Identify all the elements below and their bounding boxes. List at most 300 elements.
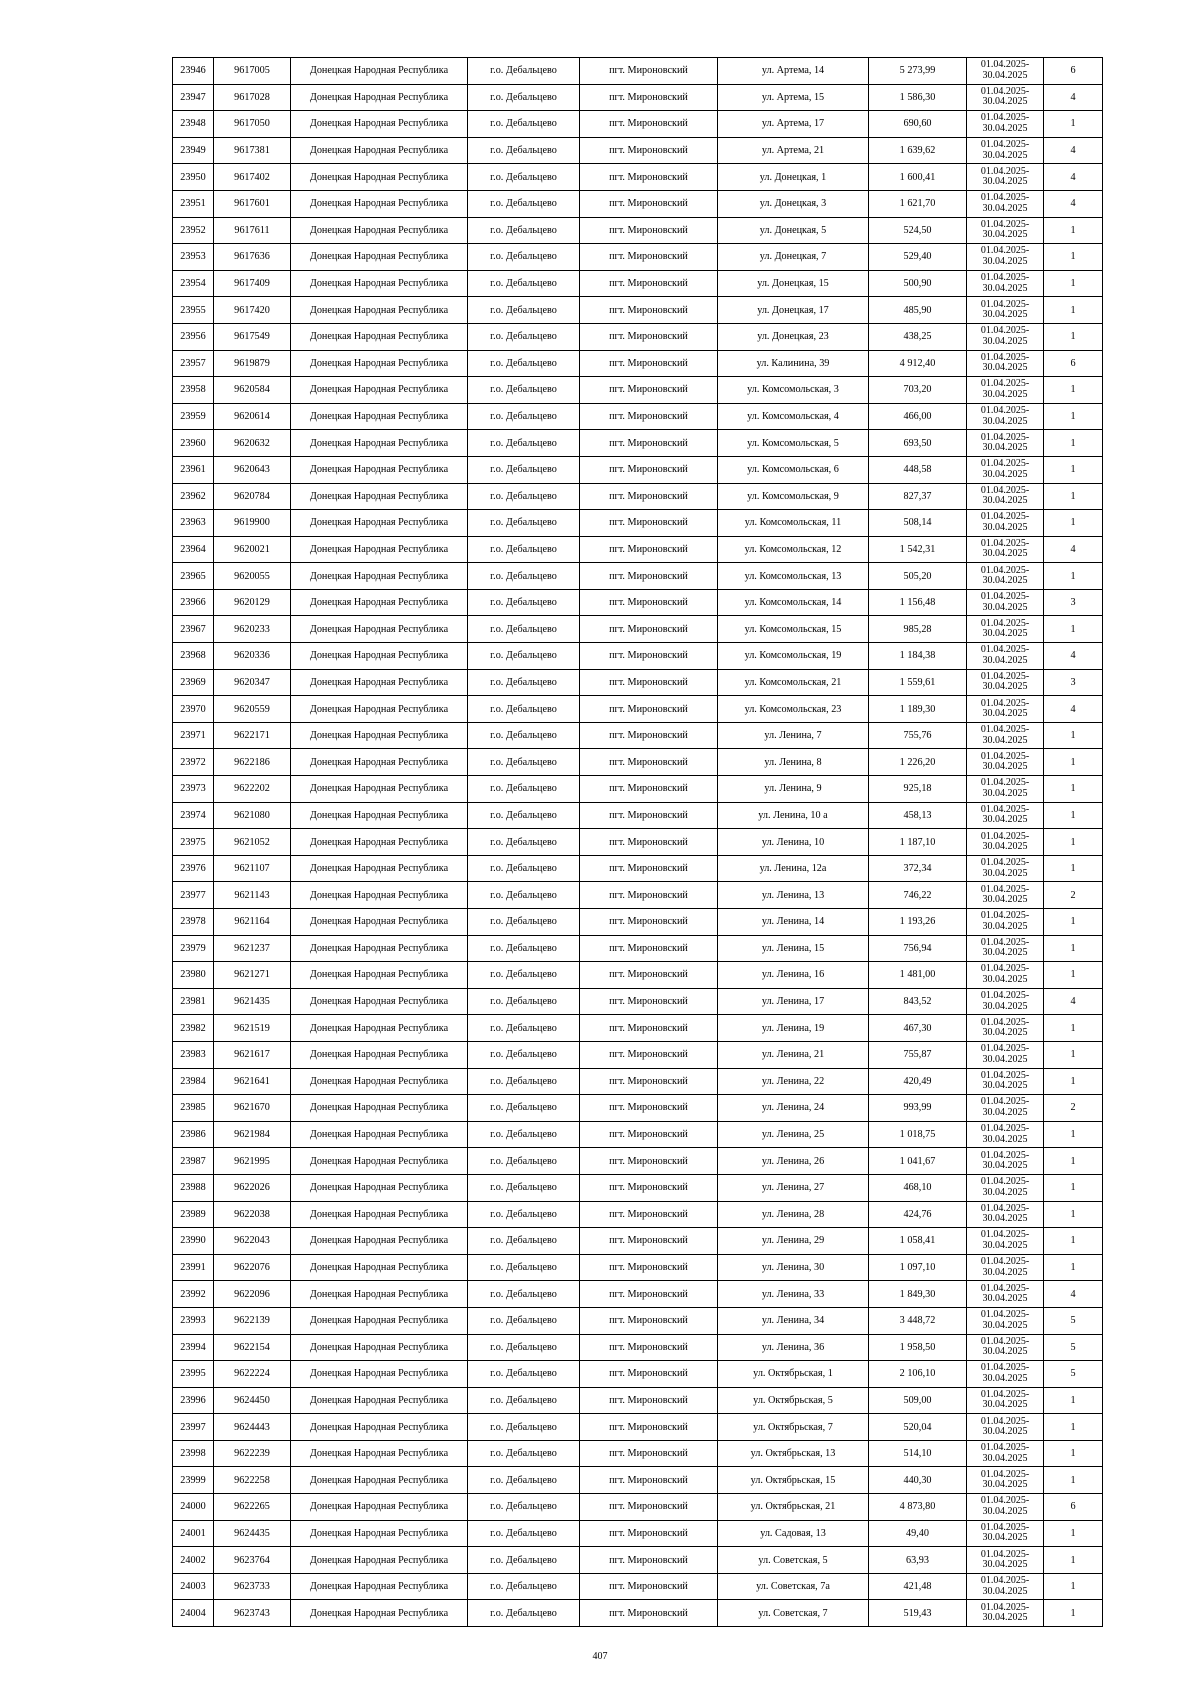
table-row bbox=[173, 1148, 1103, 1175]
cell-no: 23963 bbox=[173, 510, 214, 537]
cell-district: г.о. Дебальцево bbox=[468, 696, 580, 723]
cell-code: 9617601 bbox=[214, 190, 291, 217]
cell-code: 9620055 bbox=[214, 563, 291, 590]
table-row bbox=[173, 1121, 1103, 1148]
cell-no: 23999 bbox=[173, 1467, 214, 1494]
cell-period: 01.04.2025- 30.04.2025 bbox=[967, 1307, 1044, 1334]
cell-settlement: пгт. Мироновский bbox=[580, 1041, 718, 1068]
cell-address: ул. Октябрьская, 21 bbox=[718, 1494, 869, 1521]
cell-settlement: пгт. Мироновский bbox=[580, 1307, 718, 1334]
cell-count: 1 bbox=[1044, 1041, 1103, 1068]
cell-amount: 843,52 bbox=[869, 988, 967, 1015]
cell-code: 9619879 bbox=[214, 350, 291, 377]
cell-count: 5 bbox=[1044, 1361, 1103, 1388]
cell-count: 1 bbox=[1044, 722, 1103, 749]
cell-district: г.о. Дебальцево bbox=[468, 1387, 580, 1414]
cell-no: 24001 bbox=[173, 1520, 214, 1547]
cell-region: Донецкая Народная Республика bbox=[291, 1254, 468, 1281]
cell-region: Донецкая Народная Республика bbox=[291, 483, 468, 510]
cell-settlement: пгт. Мироновский bbox=[580, 217, 718, 244]
cell-amount: 509,00 bbox=[869, 1387, 967, 1414]
table-row bbox=[173, 909, 1103, 936]
cell-settlement: пгт. Мироновский bbox=[580, 1334, 718, 1361]
cell-count: 3 bbox=[1044, 589, 1103, 616]
table-row bbox=[173, 84, 1103, 111]
cell-count: 1 bbox=[1044, 962, 1103, 989]
cell-amount: 1 481,00 bbox=[869, 962, 967, 989]
cell-district: г.о. Дебальцево bbox=[468, 1520, 580, 1547]
cell-code: 9620233 bbox=[214, 616, 291, 643]
cell-no: 23946 bbox=[173, 58, 214, 85]
cell-period: 01.04.2025- 30.04.2025 bbox=[967, 829, 1044, 856]
cell-address: ул. Ленина, 14 bbox=[718, 909, 869, 936]
table-row bbox=[173, 1334, 1103, 1361]
cell-district: г.о. Дебальцево bbox=[468, 58, 580, 85]
cell-district: г.о. Дебальцево bbox=[468, 589, 580, 616]
cell-region: Донецкая Народная Республика bbox=[291, 988, 468, 1015]
cell-no: 23997 bbox=[173, 1414, 214, 1441]
cell-count: 1 bbox=[1044, 377, 1103, 404]
cell-region: Донецкая Народная Республика bbox=[291, 1547, 468, 1574]
cell-region: Донецкая Народная Республика bbox=[291, 111, 468, 138]
table-row bbox=[173, 776, 1103, 803]
cell-period: 01.04.2025- 30.04.2025 bbox=[967, 456, 1044, 483]
cell-address: ул. Ленина, 24 bbox=[718, 1095, 869, 1122]
cell-region: Донецкая Народная Республика bbox=[291, 802, 468, 829]
cell-amount: 755,76 bbox=[869, 722, 967, 749]
cell-period: 01.04.2025- 30.04.2025 bbox=[967, 270, 1044, 297]
cell-period: 01.04.2025- 30.04.2025 bbox=[967, 1494, 1044, 1521]
cell-settlement: пгт. Мироновский bbox=[580, 456, 718, 483]
cell-period: 01.04.2025- 30.04.2025 bbox=[967, 190, 1044, 217]
cell-amount: 63,93 bbox=[869, 1547, 967, 1574]
cell-address: ул. Комсомольская, 15 bbox=[718, 616, 869, 643]
cell-address: ул. Советская, 7а bbox=[718, 1573, 869, 1600]
registry-table bbox=[172, 57, 1103, 1627]
cell-address: ул. Донецкая, 15 bbox=[718, 270, 869, 297]
cell-address: ул. Октябрьская, 1 bbox=[718, 1361, 869, 1388]
table-row bbox=[173, 616, 1103, 643]
cell-district: г.о. Дебальцево bbox=[468, 190, 580, 217]
cell-address: ул. Советская, 5 bbox=[718, 1547, 869, 1574]
cell-settlement: пгт. Мироновский bbox=[580, 722, 718, 749]
cell-period: 01.04.2025- 30.04.2025 bbox=[967, 1547, 1044, 1574]
cell-no: 23986 bbox=[173, 1121, 214, 1148]
table-row bbox=[173, 988, 1103, 1015]
cell-address: ул. Ленина, 12а bbox=[718, 855, 869, 882]
table-row bbox=[173, 1414, 1103, 1441]
cell-district: г.о. Дебальцево bbox=[468, 137, 580, 164]
cell-no: 23994 bbox=[173, 1334, 214, 1361]
cell-amount: 827,37 bbox=[869, 483, 967, 510]
cell-address: ул. Комсомольская, 9 bbox=[718, 483, 869, 510]
cell-region: Донецкая Народная Республика bbox=[291, 909, 468, 936]
cell-period: 01.04.2025- 30.04.2025 bbox=[967, 350, 1044, 377]
cell-count: 4 bbox=[1044, 190, 1103, 217]
cell-settlement: пгт. Мироновский bbox=[580, 1121, 718, 1148]
cell-code: 9621995 bbox=[214, 1148, 291, 1175]
table-row bbox=[173, 1361, 1103, 1388]
cell-address: ул. Ленина, 9 bbox=[718, 776, 869, 803]
cell-no: 23981 bbox=[173, 988, 214, 1015]
cell-region: Донецкая Народная Республика bbox=[291, 696, 468, 723]
table-row bbox=[173, 1201, 1103, 1228]
cell-district: г.о. Дебальцево bbox=[468, 1414, 580, 1441]
cell-region: Донецкая Народная Республика bbox=[291, 589, 468, 616]
cell-district: г.о. Дебальцево bbox=[468, 111, 580, 138]
cell-region: Донецкая Народная Республика bbox=[291, 669, 468, 696]
cell-address: ул. Ленина, 33 bbox=[718, 1281, 869, 1308]
cell-region: Донецкая Народная Республика bbox=[291, 270, 468, 297]
cell-code: 9617420 bbox=[214, 297, 291, 324]
table-row bbox=[173, 962, 1103, 989]
cell-no: 23953 bbox=[173, 244, 214, 271]
cell-district: г.о. Дебальцево bbox=[468, 802, 580, 829]
cell-amount: 1 600,41 bbox=[869, 164, 967, 191]
cell-count: 2 bbox=[1044, 1095, 1103, 1122]
cell-code: 9622224 bbox=[214, 1361, 291, 1388]
cell-district: г.о. Дебальцево bbox=[468, 909, 580, 936]
cell-count: 1 bbox=[1044, 1414, 1103, 1441]
cell-region: Донецкая Народная Республика bbox=[291, 1148, 468, 1175]
cell-count: 1 bbox=[1044, 749, 1103, 776]
table-row bbox=[173, 669, 1103, 696]
cell-settlement: пгт. Мироновский bbox=[580, 244, 718, 271]
cell-district: г.о. Дебальцево bbox=[468, 722, 580, 749]
cell-period: 01.04.2025- 30.04.2025 bbox=[967, 323, 1044, 350]
cell-count: 1 bbox=[1044, 1121, 1103, 1148]
cell-amount: 1 226,20 bbox=[869, 749, 967, 776]
cell-amount: 1 187,10 bbox=[869, 829, 967, 856]
cell-settlement: пгт. Мироновский bbox=[580, 696, 718, 723]
cell-address: ул. Ленина, 8 bbox=[718, 749, 869, 776]
cell-settlement: пгт. Мироновский bbox=[580, 749, 718, 776]
table-row bbox=[173, 722, 1103, 749]
cell-region: Донецкая Народная Республика bbox=[291, 722, 468, 749]
cell-address: ул. Ленина, 10 а bbox=[718, 802, 869, 829]
cell-count: 4 bbox=[1044, 1281, 1103, 1308]
cell-code: 9620584 bbox=[214, 377, 291, 404]
cell-address: ул. Донецкая, 23 bbox=[718, 323, 869, 350]
cell-address: ул. Советская, 7 bbox=[718, 1600, 869, 1627]
cell-no: 23956 bbox=[173, 323, 214, 350]
cell-address: ул. Донецкая, 1 bbox=[718, 164, 869, 191]
cell-district: г.о. Дебальцево bbox=[468, 403, 580, 430]
table-row bbox=[173, 749, 1103, 776]
cell-address: ул. Комсомольская, 11 bbox=[718, 510, 869, 537]
cell-count: 5 bbox=[1044, 1307, 1103, 1334]
cell-amount: 746,22 bbox=[869, 882, 967, 909]
cell-amount: 49,40 bbox=[869, 1520, 967, 1547]
cell-count: 1 bbox=[1044, 1440, 1103, 1467]
cell-region: Донецкая Народная Республика bbox=[291, 244, 468, 271]
cell-no: 23958 bbox=[173, 377, 214, 404]
cell-address: ул. Ленина, 34 bbox=[718, 1307, 869, 1334]
cell-period: 01.04.2025- 30.04.2025 bbox=[967, 1467, 1044, 1494]
cell-settlement: пгт. Мироновский bbox=[580, 1361, 718, 1388]
cell-settlement: пгт. Мироновский bbox=[580, 563, 718, 590]
cell-address: ул. Ленина, 30 bbox=[718, 1254, 869, 1281]
cell-region: Донецкая Народная Республика bbox=[291, 935, 468, 962]
cell-address: ул. Садовая, 13 bbox=[718, 1520, 869, 1547]
cell-settlement: пгт. Мироновский bbox=[580, 350, 718, 377]
cell-settlement: пгт. Мироновский bbox=[580, 323, 718, 350]
cell-period: 01.04.2025- 30.04.2025 bbox=[967, 1254, 1044, 1281]
cell-district: г.о. Дебальцево bbox=[468, 669, 580, 696]
table-row bbox=[173, 217, 1103, 244]
table-row bbox=[173, 244, 1103, 271]
cell-count: 3 bbox=[1044, 669, 1103, 696]
cell-code: 9620784 bbox=[214, 483, 291, 510]
cell-count: 4 bbox=[1044, 137, 1103, 164]
cell-address: ул. Артема, 15 bbox=[718, 84, 869, 111]
table-row bbox=[173, 270, 1103, 297]
cell-region: Донецкая Народная Республика bbox=[291, 1414, 468, 1441]
cell-settlement: пгт. Мироновский bbox=[580, 1254, 718, 1281]
cell-code: 9617005 bbox=[214, 58, 291, 85]
cell-code: 9622096 bbox=[214, 1281, 291, 1308]
cell-address: ул. Ленина, 28 bbox=[718, 1201, 869, 1228]
cell-region: Донецкая Народная Республика bbox=[291, 563, 468, 590]
cell-amount: 467,30 bbox=[869, 1015, 967, 1042]
cell-region: Донецкая Народная Республика bbox=[291, 1095, 468, 1122]
cell-count: 1 bbox=[1044, 1174, 1103, 1201]
cell-district: г.о. Дебальцево bbox=[468, 563, 580, 590]
cell-address: ул. Ленина, 15 bbox=[718, 935, 869, 962]
cell-count: 2 bbox=[1044, 882, 1103, 909]
cell-code: 9622239 bbox=[214, 1440, 291, 1467]
cell-settlement: пгт. Мироновский bbox=[580, 430, 718, 457]
cell-count: 6 bbox=[1044, 350, 1103, 377]
cell-amount: 1 586,30 bbox=[869, 84, 967, 111]
cell-period: 01.04.2025- 30.04.2025 bbox=[967, 749, 1044, 776]
cell-district: г.о. Дебальцево bbox=[468, 1547, 580, 1574]
cell-amount: 1 189,30 bbox=[869, 696, 967, 723]
cell-code: 9622038 bbox=[214, 1201, 291, 1228]
cell-address: ул. Комсомольская, 6 bbox=[718, 456, 869, 483]
cell-count: 1 bbox=[1044, 1547, 1103, 1574]
table-row bbox=[173, 297, 1103, 324]
cell-settlement: пгт. Мироновский bbox=[580, 962, 718, 989]
cell-address: ул. Октябрьская, 7 bbox=[718, 1414, 869, 1441]
cell-no: 23984 bbox=[173, 1068, 214, 1095]
cell-period: 01.04.2025- 30.04.2025 bbox=[967, 988, 1044, 1015]
cell-region: Донецкая Народная Республика bbox=[291, 1334, 468, 1361]
cell-region: Донецкая Народная Республика bbox=[291, 749, 468, 776]
cell-region: Донецкая Народная Республика bbox=[291, 84, 468, 111]
cell-address: ул. Комсомольская, 14 bbox=[718, 589, 869, 616]
cell-district: г.о. Дебальцево bbox=[468, 829, 580, 856]
cell-settlement: пгт. Мироновский bbox=[580, 909, 718, 936]
cell-settlement: пгт. Мироновский bbox=[580, 84, 718, 111]
cell-count: 1 bbox=[1044, 1520, 1103, 1547]
cell-no: 23980 bbox=[173, 962, 214, 989]
cell-address: ул. Ленина, 26 bbox=[718, 1148, 869, 1175]
cell-count: 1 bbox=[1044, 563, 1103, 590]
cell-count: 4 bbox=[1044, 84, 1103, 111]
cell-region: Донецкая Народная Республика bbox=[291, 1573, 468, 1600]
cell-period: 01.04.2025- 30.04.2025 bbox=[967, 589, 1044, 616]
table-row bbox=[173, 935, 1103, 962]
cell-no: 23948 bbox=[173, 111, 214, 138]
cell-region: Донецкая Народная Республика bbox=[291, 297, 468, 324]
cell-district: г.о. Дебальцево bbox=[468, 536, 580, 563]
cell-no: 23982 bbox=[173, 1015, 214, 1042]
cell-no: 23962 bbox=[173, 483, 214, 510]
cell-count: 1 bbox=[1044, 1467, 1103, 1494]
cell-district: г.о. Дебальцево bbox=[468, 456, 580, 483]
cell-no: 23971 bbox=[173, 722, 214, 749]
cell-district: г.о. Дебальцево bbox=[468, 1148, 580, 1175]
cell-region: Донецкая Народная Республика bbox=[291, 1307, 468, 1334]
table-row bbox=[173, 1281, 1103, 1308]
cell-settlement: пгт. Мироновский bbox=[580, 164, 718, 191]
cell-count: 1 bbox=[1044, 483, 1103, 510]
cell-region: Донецкая Народная Республика bbox=[291, 962, 468, 989]
cell-no: 24004 bbox=[173, 1600, 214, 1627]
table-row bbox=[173, 829, 1103, 856]
cell-region: Донецкая Народная Республика bbox=[291, 1041, 468, 1068]
cell-address: ул. Ленина, 27 bbox=[718, 1174, 869, 1201]
cell-code: 9617409 bbox=[214, 270, 291, 297]
cell-district: г.о. Дебальцево bbox=[468, 855, 580, 882]
cell-period: 01.04.2025- 30.04.2025 bbox=[967, 111, 1044, 138]
cell-period: 01.04.2025- 30.04.2025 bbox=[967, 1440, 1044, 1467]
cell-settlement: пгт. Мироновский bbox=[580, 377, 718, 404]
cell-address: ул. Ленина, 16 bbox=[718, 962, 869, 989]
cell-no: 23985 bbox=[173, 1095, 214, 1122]
table-row bbox=[173, 1520, 1103, 1547]
cell-amount: 500,90 bbox=[869, 270, 967, 297]
cell-region: Донецкая Народная Республика bbox=[291, 776, 468, 803]
cell-period: 01.04.2025- 30.04.2025 bbox=[967, 563, 1044, 590]
cell-amount: 514,10 bbox=[869, 1440, 967, 1467]
cell-district: г.о. Дебальцево bbox=[468, 616, 580, 643]
cell-code: 9617381 bbox=[214, 137, 291, 164]
cell-period: 01.04.2025- 30.04.2025 bbox=[967, 1361, 1044, 1388]
cell-amount: 1 058,41 bbox=[869, 1228, 967, 1255]
cell-amount: 690,60 bbox=[869, 111, 967, 138]
cell-code: 9617050 bbox=[214, 111, 291, 138]
cell-period: 01.04.2025- 30.04.2025 bbox=[967, 1520, 1044, 1547]
cell-district: г.о. Дебальцево bbox=[468, 1041, 580, 1068]
cell-period: 01.04.2025- 30.04.2025 bbox=[967, 403, 1044, 430]
cell-no: 23977 bbox=[173, 882, 214, 909]
cell-region: Донецкая Народная Республика bbox=[291, 1015, 468, 1042]
cell-settlement: пгт. Мироновский bbox=[580, 403, 718, 430]
cell-district: г.о. Дебальцево bbox=[468, 483, 580, 510]
cell-settlement: пгт. Мироновский bbox=[580, 1600, 718, 1627]
cell-amount: 438,25 bbox=[869, 323, 967, 350]
cell-district: г.о. Дебальцево bbox=[468, 510, 580, 537]
cell-amount: 2 106,10 bbox=[869, 1361, 967, 1388]
cell-period: 01.04.2025- 30.04.2025 bbox=[967, 377, 1044, 404]
table-body bbox=[173, 58, 1103, 1627]
cell-region: Донецкая Народная Республика bbox=[291, 1228, 468, 1255]
cell-amount: 508,14 bbox=[869, 510, 967, 537]
cell-code: 9620559 bbox=[214, 696, 291, 723]
cell-district: г.о. Дебальцево bbox=[468, 1494, 580, 1521]
cell-address: ул. Комсомольская, 5 bbox=[718, 430, 869, 457]
cell-settlement: пгт. Мироновский bbox=[580, 1281, 718, 1308]
cell-code: 9617028 bbox=[214, 84, 291, 111]
cell-count: 1 bbox=[1044, 270, 1103, 297]
cell-no: 23947 bbox=[173, 84, 214, 111]
cell-address: ул. Ленина, 36 bbox=[718, 1334, 869, 1361]
cell-amount: 372,34 bbox=[869, 855, 967, 882]
cell-address: ул. Ленина, 7 bbox=[718, 722, 869, 749]
cell-count: 1 bbox=[1044, 1228, 1103, 1255]
cell-count: 1 bbox=[1044, 456, 1103, 483]
cell-address: ул. Октябрьская, 5 bbox=[718, 1387, 869, 1414]
cell-settlement: пгт. Мироновский bbox=[580, 616, 718, 643]
cell-period: 01.04.2025- 30.04.2025 bbox=[967, 164, 1044, 191]
cell-amount: 693,50 bbox=[869, 430, 967, 457]
cell-amount: 520,04 bbox=[869, 1414, 967, 1441]
cell-period: 01.04.2025- 30.04.2025 bbox=[967, 643, 1044, 670]
cell-district: г.о. Дебальцево bbox=[468, 84, 580, 111]
cell-district: г.о. Дебальцево bbox=[468, 323, 580, 350]
cell-count: 1 bbox=[1044, 802, 1103, 829]
cell-count: 1 bbox=[1044, 111, 1103, 138]
cell-settlement: пгт. Мироновский bbox=[580, 1068, 718, 1095]
cell-settlement: пгт. Мироновский bbox=[580, 882, 718, 909]
cell-address: ул. Ленина, 17 bbox=[718, 988, 869, 1015]
cell-district: г.о. Дебальцево bbox=[468, 1174, 580, 1201]
cell-no: 23950 bbox=[173, 164, 214, 191]
cell-code: 9623764 bbox=[214, 1547, 291, 1574]
cell-code: 9623733 bbox=[214, 1573, 291, 1600]
cell-count: 4 bbox=[1044, 643, 1103, 670]
cell-code: 9622043 bbox=[214, 1228, 291, 1255]
cell-period: 01.04.2025- 30.04.2025 bbox=[967, 510, 1044, 537]
cell-settlement: пгт. Мироновский bbox=[580, 776, 718, 803]
cell-period: 01.04.2025- 30.04.2025 bbox=[967, 1414, 1044, 1441]
cell-code: 9622076 bbox=[214, 1254, 291, 1281]
cell-count: 1 bbox=[1044, 430, 1103, 457]
cell-district: г.о. Дебальцево bbox=[468, 244, 580, 271]
cell-code: 9621143 bbox=[214, 882, 291, 909]
cell-region: Донецкая Народная Республика bbox=[291, 1440, 468, 1467]
cell-region: Донецкая Народная Республика bbox=[291, 1201, 468, 1228]
cell-region: Донецкая Народная Республика bbox=[291, 164, 468, 191]
cell-district: г.о. Дебальцево bbox=[468, 1600, 580, 1627]
cell-period: 01.04.2025- 30.04.2025 bbox=[967, 1068, 1044, 1095]
cell-district: г.о. Дебальцево bbox=[468, 776, 580, 803]
cell-settlement: пгт. Мироновский bbox=[580, 802, 718, 829]
cell-period: 01.04.2025- 30.04.2025 bbox=[967, 935, 1044, 962]
cell-count: 1 bbox=[1044, 829, 1103, 856]
cell-region: Донецкая Народная Республика bbox=[291, 643, 468, 670]
cell-amount: 925,18 bbox=[869, 776, 967, 803]
cell-amount: 424,76 bbox=[869, 1201, 967, 1228]
table-row bbox=[173, 643, 1103, 670]
cell-period: 01.04.2025- 30.04.2025 bbox=[967, 696, 1044, 723]
cell-region: Донецкая Народная Республика bbox=[291, 1494, 468, 1521]
cell-count: 1 bbox=[1044, 909, 1103, 936]
cell-no: 23959 bbox=[173, 403, 214, 430]
cell-address: ул. Комсомольская, 23 bbox=[718, 696, 869, 723]
cell-settlement: пгт. Мироновский bbox=[580, 829, 718, 856]
table-row bbox=[173, 563, 1103, 590]
cell-no: 23987 bbox=[173, 1148, 214, 1175]
cell-region: Донецкая Народная Республика bbox=[291, 829, 468, 856]
cell-no: 24002 bbox=[173, 1547, 214, 1574]
cell-region: Донецкая Народная Республика bbox=[291, 616, 468, 643]
cell-settlement: пгт. Мироновский bbox=[580, 1467, 718, 1494]
table-row bbox=[173, 1095, 1103, 1122]
table-row bbox=[173, 111, 1103, 138]
